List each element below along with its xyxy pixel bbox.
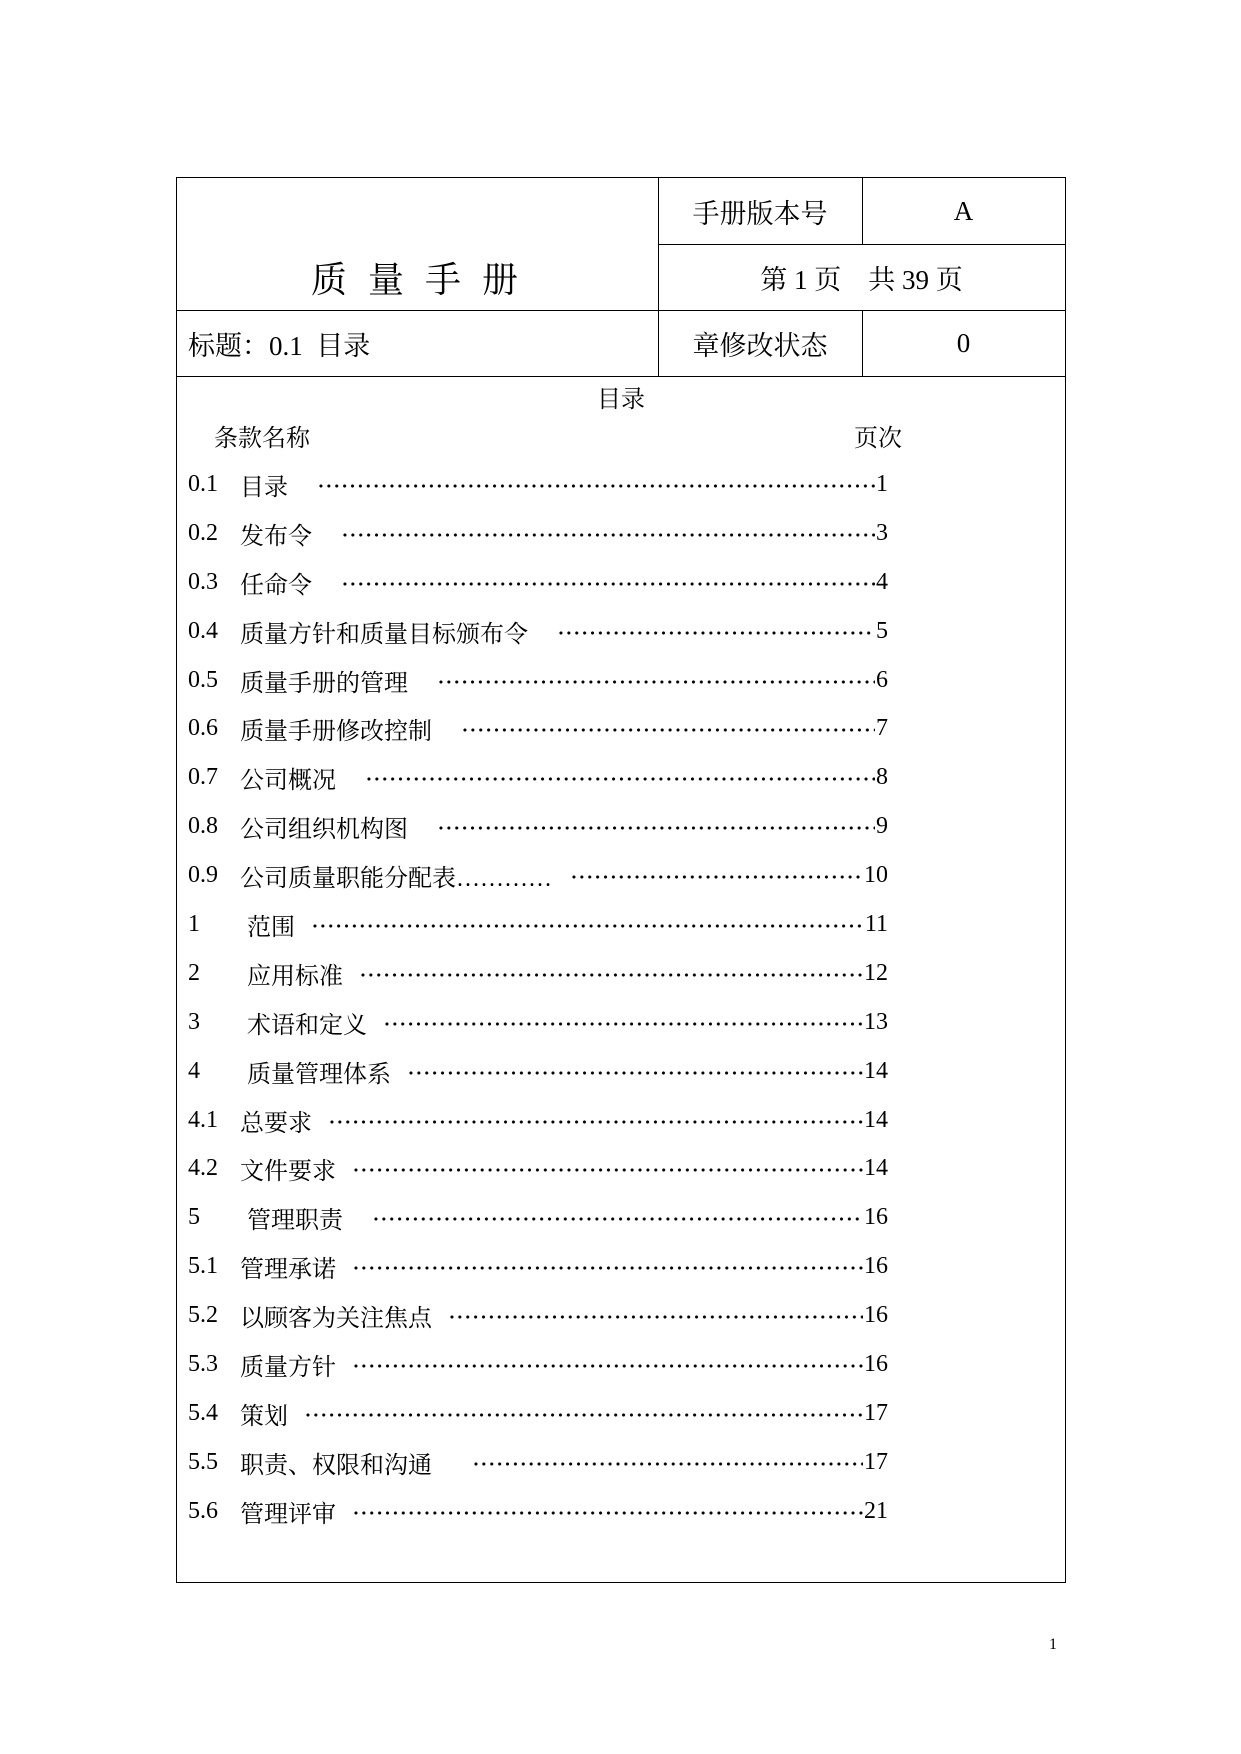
toc-entry-title: 公司组织机构图 xyxy=(240,817,408,844)
toc-entry-number: 1 xyxy=(188,910,200,937)
toc-entry-title: 管理评审 xyxy=(240,1501,336,1528)
toc-leader-dots xyxy=(557,607,875,656)
section-subject: 标题：0.1 目录 xyxy=(188,330,371,361)
toc-entry xyxy=(188,1193,888,1242)
toc-list xyxy=(188,460,888,1536)
toc-entry-page: 14 xyxy=(864,1106,888,1133)
toc-heading: 目录 xyxy=(597,386,645,413)
toc-column-name: 条款名称 xyxy=(214,425,310,452)
toc-entry-page: 3 xyxy=(876,519,888,546)
toc-leader-dots xyxy=(448,1291,863,1340)
toc-entry-number: 2 xyxy=(188,959,200,986)
toc-leader-dots xyxy=(372,1193,863,1242)
toc-entry-page: 17 xyxy=(864,1399,888,1426)
toc-entry-page: 16 xyxy=(864,1253,888,1280)
toc-entry-number: 4 xyxy=(188,1057,200,1084)
toc-entry-title: 职责、权限和沟通 xyxy=(240,1452,432,1479)
toc-entry-title: 质量手册修改控制 xyxy=(240,719,432,746)
toc-entry-number: 0.6 xyxy=(188,715,218,742)
toc-entry-number: 5.5 xyxy=(188,1448,218,1475)
toc-leader-dots xyxy=(352,1242,863,1291)
revision-label: 章修改状态 xyxy=(692,330,828,361)
toc-entry xyxy=(188,1340,888,1389)
toc-entry-number: 0.2 xyxy=(188,519,218,546)
toc-entry xyxy=(188,900,888,949)
toc-entry xyxy=(188,1438,888,1487)
toc-entry-page: 1 xyxy=(876,470,888,497)
toc-entry-title: 管理职责 xyxy=(247,1208,343,1235)
toc-leader-dots xyxy=(437,802,875,851)
toc-entry xyxy=(188,656,888,705)
toc-entry-page: 16 xyxy=(864,1350,888,1377)
toc-entry-number: 0.5 xyxy=(188,666,218,693)
toc-leader-dots xyxy=(570,851,863,900)
toc-entry xyxy=(188,998,888,1047)
toc-leader-dots xyxy=(359,949,863,998)
toc-entry xyxy=(188,460,888,509)
toc-entry xyxy=(188,1389,888,1438)
toc-entry-number: 5.1 xyxy=(188,1253,218,1280)
page-number: 1 xyxy=(1049,1636,1057,1653)
toc-leader-dots xyxy=(341,509,875,558)
toc-entry-number: 0.9 xyxy=(188,862,218,889)
toc-leader-dots xyxy=(352,1144,863,1193)
toc-entry-title: 管理承诺 xyxy=(240,1257,336,1284)
toc-entry xyxy=(188,753,888,802)
toc-entry xyxy=(188,1096,888,1145)
toc-entry-title: 公司质量职能分配表………… xyxy=(240,866,552,893)
toc-leader-dots xyxy=(472,1438,863,1487)
version-label: 手册版本号 xyxy=(692,198,828,229)
toc-leader-dots xyxy=(328,1096,863,1145)
toc-entry-title: 总要求 xyxy=(240,1110,312,1137)
toc-entry xyxy=(188,558,888,607)
toc-leader-dots xyxy=(352,1487,863,1536)
toc-entry xyxy=(188,1047,888,1096)
toc-entry-title: 发布令 xyxy=(240,523,312,550)
toc-leader-dots xyxy=(311,900,864,949)
toc-entry-number: 0.8 xyxy=(188,813,218,840)
toc-entry xyxy=(188,1291,888,1340)
toc-entry-page: 16 xyxy=(864,1302,888,1329)
toc-leader-dots xyxy=(352,1340,863,1389)
toc-entry xyxy=(188,949,888,998)
toc-entry xyxy=(188,607,888,656)
toc-leader-dots xyxy=(341,558,875,607)
toc-entry-page: 8 xyxy=(876,764,888,791)
toc-entry-number: 0.3 xyxy=(188,568,218,595)
document-table xyxy=(176,177,1066,1583)
toc-entry-number: 0.1 xyxy=(188,470,218,497)
toc-leader-dots xyxy=(461,704,875,753)
toc-entry-page: 9 xyxy=(876,813,888,840)
toc-leader-dots xyxy=(317,460,875,509)
toc-entry-number: 3 xyxy=(188,1008,200,1035)
toc-entry-page: 6 xyxy=(876,666,888,693)
toc-entry-number: 5.2 xyxy=(188,1302,218,1329)
toc-entry-page: 10 xyxy=(864,862,888,889)
toc-entry-number: 5.3 xyxy=(188,1350,218,1377)
toc-entry-title: 策划 xyxy=(240,1403,288,1430)
toc-entry xyxy=(188,704,888,753)
toc-entry-page: 14 xyxy=(864,1057,888,1084)
toc-column-page: 页次 xyxy=(854,425,902,452)
toc-entry-page: 4 xyxy=(876,568,888,595)
toc-leader-dots xyxy=(383,998,863,1047)
toc-entry xyxy=(188,1487,888,1536)
page-info: 第 1 页 共 39 页 xyxy=(760,264,963,295)
toc-entry-page: 11 xyxy=(864,910,888,937)
toc-entry-page: 16 xyxy=(864,1204,888,1231)
toc-entry xyxy=(188,802,888,851)
toc-entry-title: 文件要求 xyxy=(240,1159,336,1186)
toc-entry-title: 质量方针 xyxy=(240,1354,336,1381)
divider xyxy=(177,376,1065,377)
version-value: A xyxy=(953,195,974,226)
toc-entry xyxy=(188,509,888,558)
toc-entry-number: 5 xyxy=(188,1204,200,1231)
toc-entry xyxy=(188,851,888,900)
toc-entry-title: 目录 xyxy=(240,474,288,501)
toc-entry-page: 5 xyxy=(876,617,888,644)
toc-entry-title: 应用标准 xyxy=(247,963,343,990)
toc-leader-dots xyxy=(365,753,875,802)
toc-entry-page: 14 xyxy=(864,1155,888,1182)
toc-entry-title: 质量手册的管理 xyxy=(240,670,408,697)
toc-entry-page: 21 xyxy=(864,1497,888,1524)
manual-title: 质 量 手 册 xyxy=(310,259,524,300)
toc-entry-page: 7 xyxy=(876,715,888,742)
toc-entry-title: 以顾客为关注焦点 xyxy=(240,1306,432,1333)
toc-entry-title: 公司概况 xyxy=(240,768,336,795)
toc-entry-title: 质量方针和质量目标颁布令 xyxy=(240,621,528,648)
toc-entry-page: 12 xyxy=(864,959,888,986)
toc-entry-number: 4.1 xyxy=(188,1106,218,1133)
toc-entry-title: 范围 xyxy=(247,914,295,941)
toc-entry xyxy=(188,1144,888,1193)
toc-entry-title: 术语和定义 xyxy=(247,1012,367,1039)
toc-entry-number: 0.4 xyxy=(188,617,218,644)
toc-entry-number: 5.6 xyxy=(188,1497,218,1524)
toc-entry-page: 13 xyxy=(864,1008,888,1035)
toc-entry-number: 4.2 xyxy=(188,1155,218,1182)
toc-entry-number: 5.4 xyxy=(188,1399,218,1426)
toc-leader-dots xyxy=(407,1047,863,1096)
revision-value: 0 xyxy=(956,327,971,358)
toc-entry-title: 质量管理体系 xyxy=(247,1061,391,1088)
toc-leader-dots xyxy=(304,1389,863,1438)
manual-title-cell xyxy=(177,244,658,310)
toc-leader-dots xyxy=(437,656,875,705)
toc-entry xyxy=(188,1242,888,1291)
toc-entry-title: 任命令 xyxy=(240,572,312,599)
toc-entry-number: 0.7 xyxy=(188,764,218,791)
toc-entry-page: 17 xyxy=(864,1448,888,1475)
